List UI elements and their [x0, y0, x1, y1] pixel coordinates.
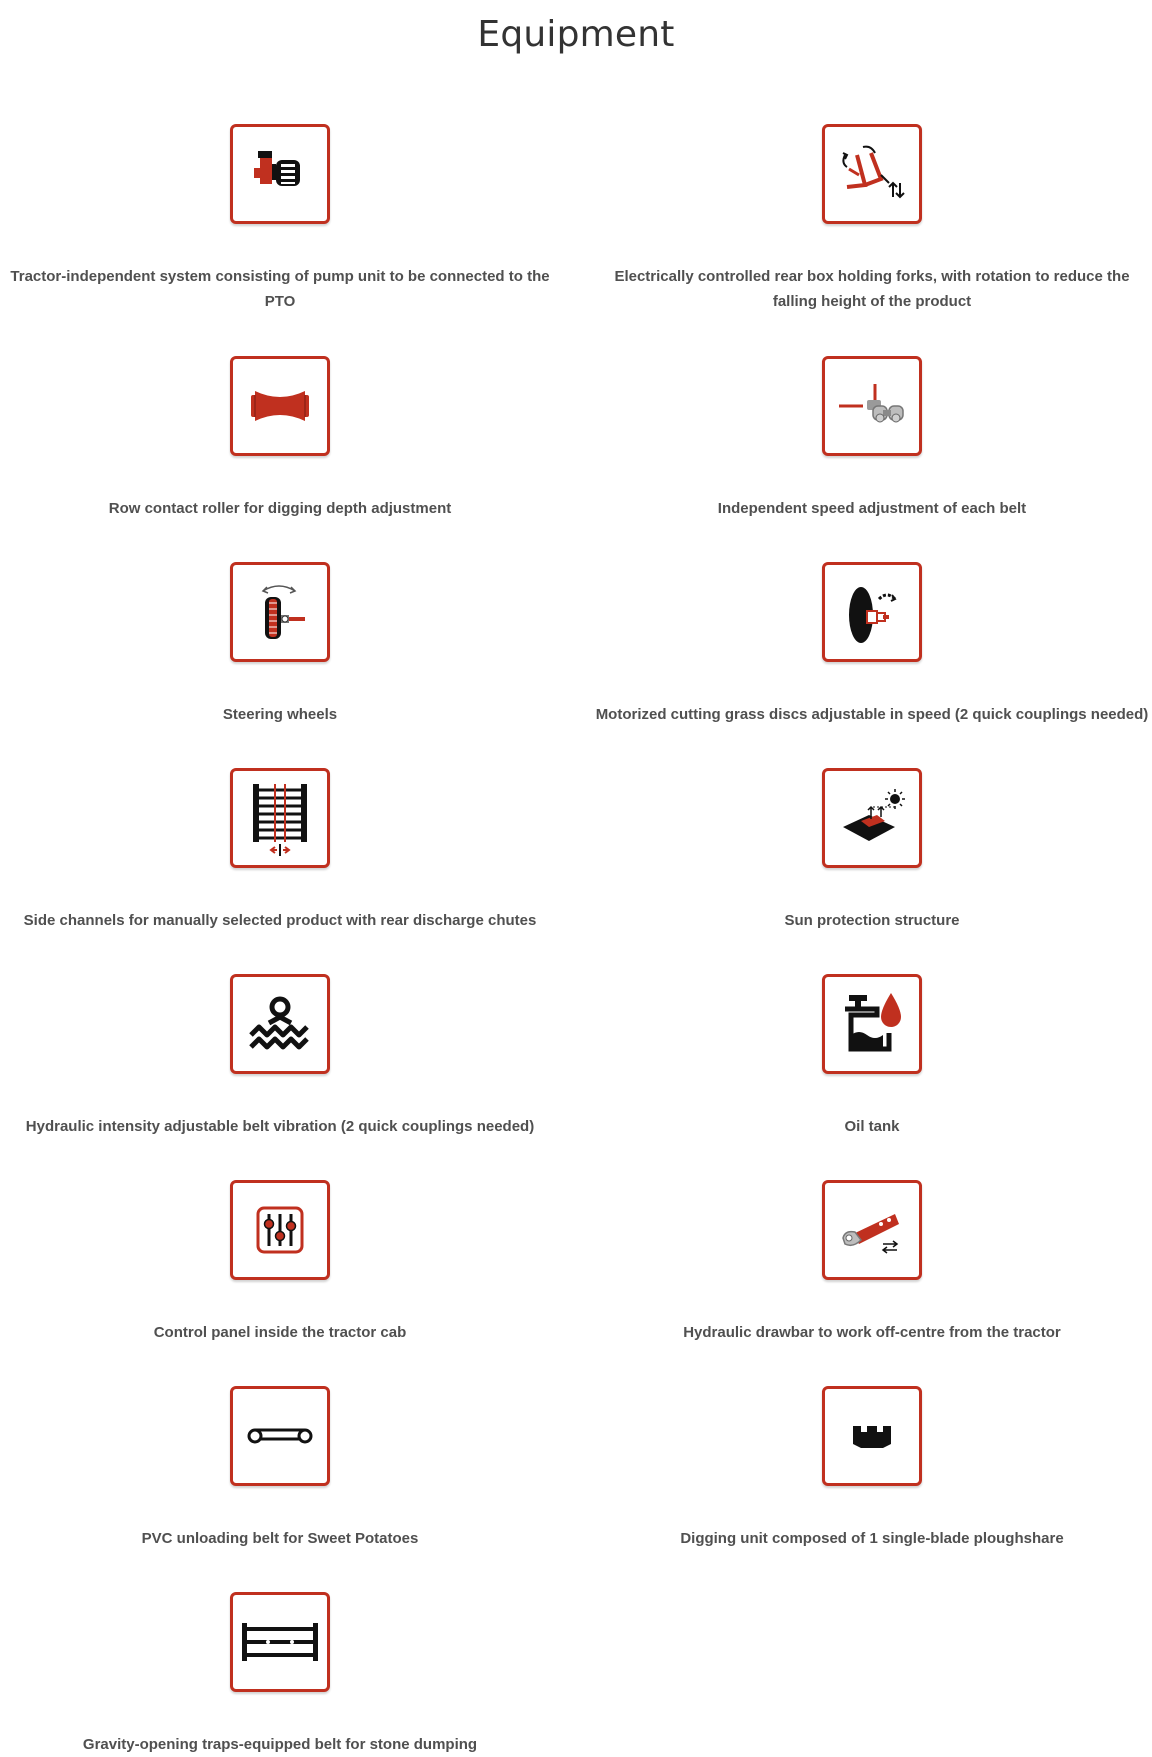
- equipment-item-stone-traps-belt: [0, 1592, 560, 1757]
- control-panel-icon: [252, 1202, 308, 1258]
- equipment-item-contact-roller: [0, 356, 560, 521]
- item-caption: Oil tank: [844, 1118, 900, 1135]
- icon-frame: [822, 1386, 922, 1486]
- item-caption: Control panel inside the tractor cab: [153, 1324, 407, 1341]
- ploughshare-icon: [847, 1416, 897, 1456]
- icon-frame: [230, 124, 330, 224]
- icon-frame: [822, 768, 922, 868]
- equipment-item-oil-tank: [592, 974, 1152, 1139]
- icon-frame: [230, 562, 330, 662]
- equipment-item-side-channels: [0, 768, 560, 933]
- icon-frame: [230, 1592, 330, 1692]
- item-caption: Side channels for manually selected product with rear discharge chutes: [23, 912, 537, 929]
- icon-frame: [822, 356, 922, 456]
- icon-frame: [230, 974, 330, 1074]
- icon-frame: [822, 1180, 922, 1280]
- icon-frame: [822, 124, 922, 224]
- equipment-item-belt-speed: [592, 356, 1152, 521]
- item-caption: Independent speed adjustment of each belt: [717, 500, 1027, 517]
- item-caption: Sun protection structure: [784, 912, 960, 929]
- item-caption: Hydraulic drawbar to work off-centre from the tractor: [683, 1324, 1061, 1341]
- equipment-item-pump-unit: [0, 124, 560, 314]
- cutting-disc-icon: [837, 577, 907, 647]
- oil-tank-icon: [837, 989, 907, 1059]
- equipment-item-cutting-discs: [592, 562, 1152, 727]
- equipment-item-belt-vibration: [0, 974, 560, 1139]
- unloading-belt-icon: [243, 1421, 317, 1451]
- item-caption: Tractor-independent system consisting of pump unit to be connected to the PTO: [10, 268, 550, 310]
- item-caption: Motorized cutting grass discs adjustable in speed (2 quick couplings needed): [595, 706, 1149, 723]
- sun-protection-icon: [837, 783, 907, 853]
- equipment-item-sun-protection: [592, 768, 1152, 933]
- item-caption: Gravity-opening traps-equipped belt for stone dumping: [82, 1736, 478, 1753]
- stone-traps-belt-icon: [238, 1617, 322, 1667]
- icon-frame: [230, 1386, 330, 1486]
- icon-frame: [822, 562, 922, 662]
- equipment-item-unloading-belt: [0, 1386, 560, 1551]
- equipment-item-drawbar: [592, 1180, 1152, 1345]
- rear-box-forks-icon: [837, 139, 907, 209]
- icon-frame: [230, 1180, 330, 1280]
- icon-frame: [230, 768, 330, 868]
- side-channels-icon: [245, 778, 315, 858]
- item-caption: Steering wheels: [222, 706, 338, 723]
- drawbar-icon: [837, 1200, 907, 1260]
- vibration-icon: [245, 989, 315, 1059]
- contact-roller-icon: [245, 381, 315, 431]
- item-caption: PVC unloading belt for Sweet Potatoes: [141, 1530, 419, 1547]
- steering-wheel-icon: [245, 577, 315, 647]
- icon-frame: [230, 356, 330, 456]
- item-caption: Digging unit composed of 1 single-blade ploughshare: [680, 1530, 1064, 1547]
- equipment-item-control-panel: [0, 1180, 560, 1345]
- page-title: Equipment: [477, 14, 675, 55]
- item-caption: Hydraulic intensity adjustable belt vibration (2 quick couplings needed): [25, 1118, 535, 1135]
- equipment-item-steering-wheels: [0, 562, 560, 727]
- equipment-item-rear-box-forks: [592, 124, 1152, 314]
- equipment-item-ploughshare: [592, 1386, 1152, 1551]
- icon-frame: [822, 974, 922, 1074]
- pump-unit-icon: [248, 142, 312, 206]
- item-caption: Row contact roller for digging depth adjustment: [108, 500, 452, 517]
- belt-speed-icon: [835, 376, 909, 436]
- item-caption: Electrically controlled rear box holding forks, with rotation to reduce the falling height of the product: [614, 268, 1130, 310]
